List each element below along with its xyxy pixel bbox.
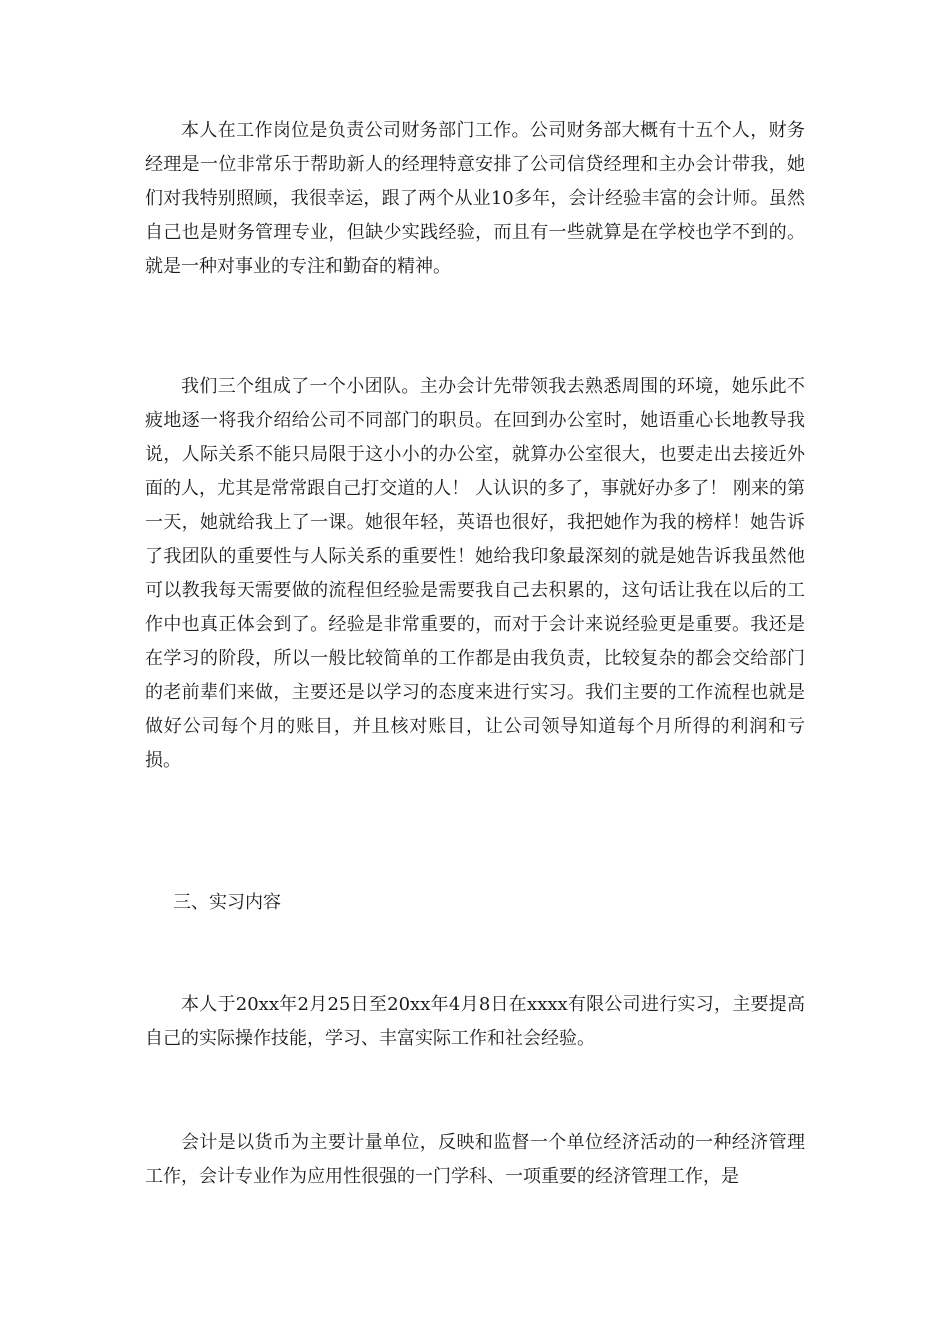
paragraph-accounting-definition: 会计是以货币为主要计量单位，反映和监督一个单位经济活动的一种经济管理工作，会计专业作为应用性很强的一门学科、一项重要的经济管理工作，是 [145, 1132, 805, 1187]
paragraph-team: 我们三个组成了一个小团队。主办会计先带领我去熟悉周围的环境，她乐此不疲地逐一将我介绍给公司不同部门的职员。在回到办公室时，她语重心长地教导我说，人际关系不能只局限于这小小的办公室，就算办公室很大，也要走出去接近外面的人，尤其是常常跟自己打交道的人！ 人认识的多了，事就好办多了！ 刚来的第一天，她就给我上了一课。她很年轻，英语也很好，我把她作为我的榜样！她告诉了我团队的重要性与人际关系的重要性！她给我印象最深刻的就是她告诉我虽然他可以教我每天需要做的流程但经验是需要我自己去积累的，这句话让我在以后的工作中也真正体会到了。经验是非常重要的，而对于会计来说经验更是重要。我还是在学习的阶段，所以一般比较简单的工作都是由我负责，比较复杂的都会交给部门的老前辈们来做，主要还是以学习的态度来进行实习。我们主要的工作流程也就是做好公司每个月的账目，并且核对账目，让公司领导知道每个月所得的利润和亏损。 [145, 376, 805, 771]
paragraph-work-position: 本人在工作岗位是负责公司财务部门工作。公司财务部大概有十五个人，财务经理是一位非常乐于帮助新人的经理特意安排了公司信贷经理和主办会计带我，她们对我特别照顾，我很幸运，跟了两个从业10多年，会计经验丰富的会计师。虽然自己也是财务管理专业，但缺少实践经验，而且有一些就算是在学校也学不到的。就是一种对事业的专注和勤奋的精神。 [145, 120, 805, 277]
section-heading-internship-content: 三、实习内容 [173, 892, 281, 913]
paragraph-internship-period: 本人于20xx年2月25日至20xx年4月8日在xxxx有限公司进行实习，主要提高自己的实际操作技能，学习、丰富实际工作和社会经验。 [145, 994, 805, 1049]
